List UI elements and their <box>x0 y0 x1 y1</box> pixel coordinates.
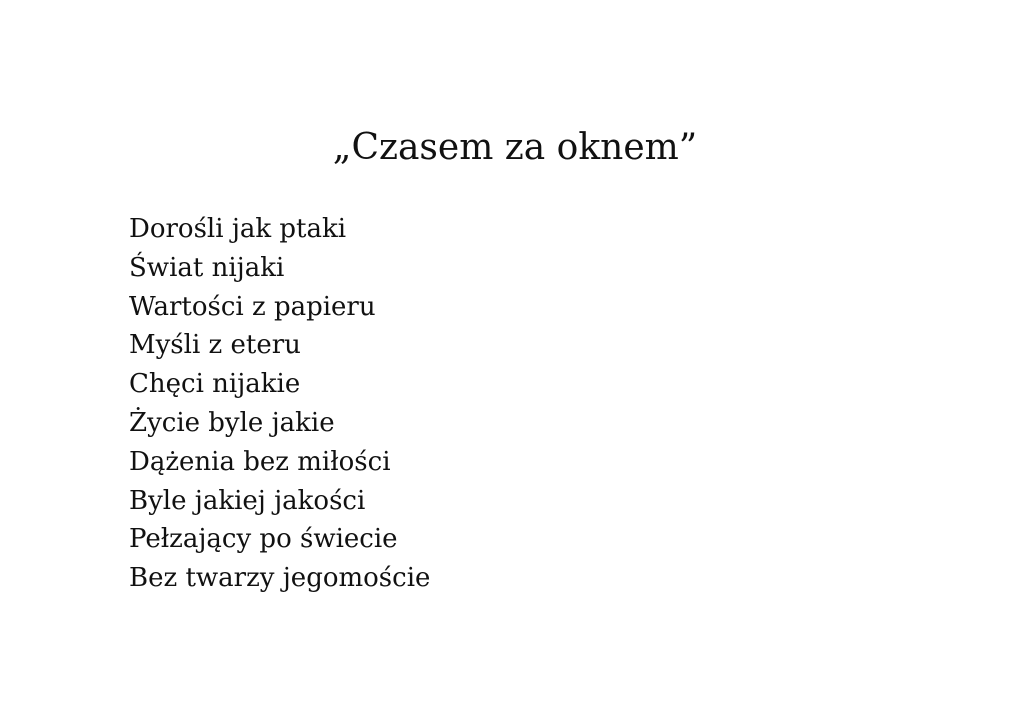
poem-title: „Czasem za oknem” <box>332 127 698 168</box>
poem-body <box>129 210 430 598</box>
poem-line: Chęci nijakie <box>129 369 301 400</box>
poem-line: Bez twarzy jegomoście <box>129 563 431 594</box>
poem-line: Życie byle jakie <box>129 407 335 438</box>
poem-line: Wartości z papieru <box>129 291 376 322</box>
poem-line: Dorośli jak ptaki <box>129 214 347 244</box>
poem-line: Byle jakiej jakości <box>129 485 366 516</box>
poem-line: Myśli z eteru <box>129 330 301 361</box>
poem-line: Dążenia bez miłości <box>129 446 391 477</box>
poem-line: Świat nijaki <box>129 252 285 283</box>
poem-line: Pełzający po świecie <box>129 524 398 555</box>
